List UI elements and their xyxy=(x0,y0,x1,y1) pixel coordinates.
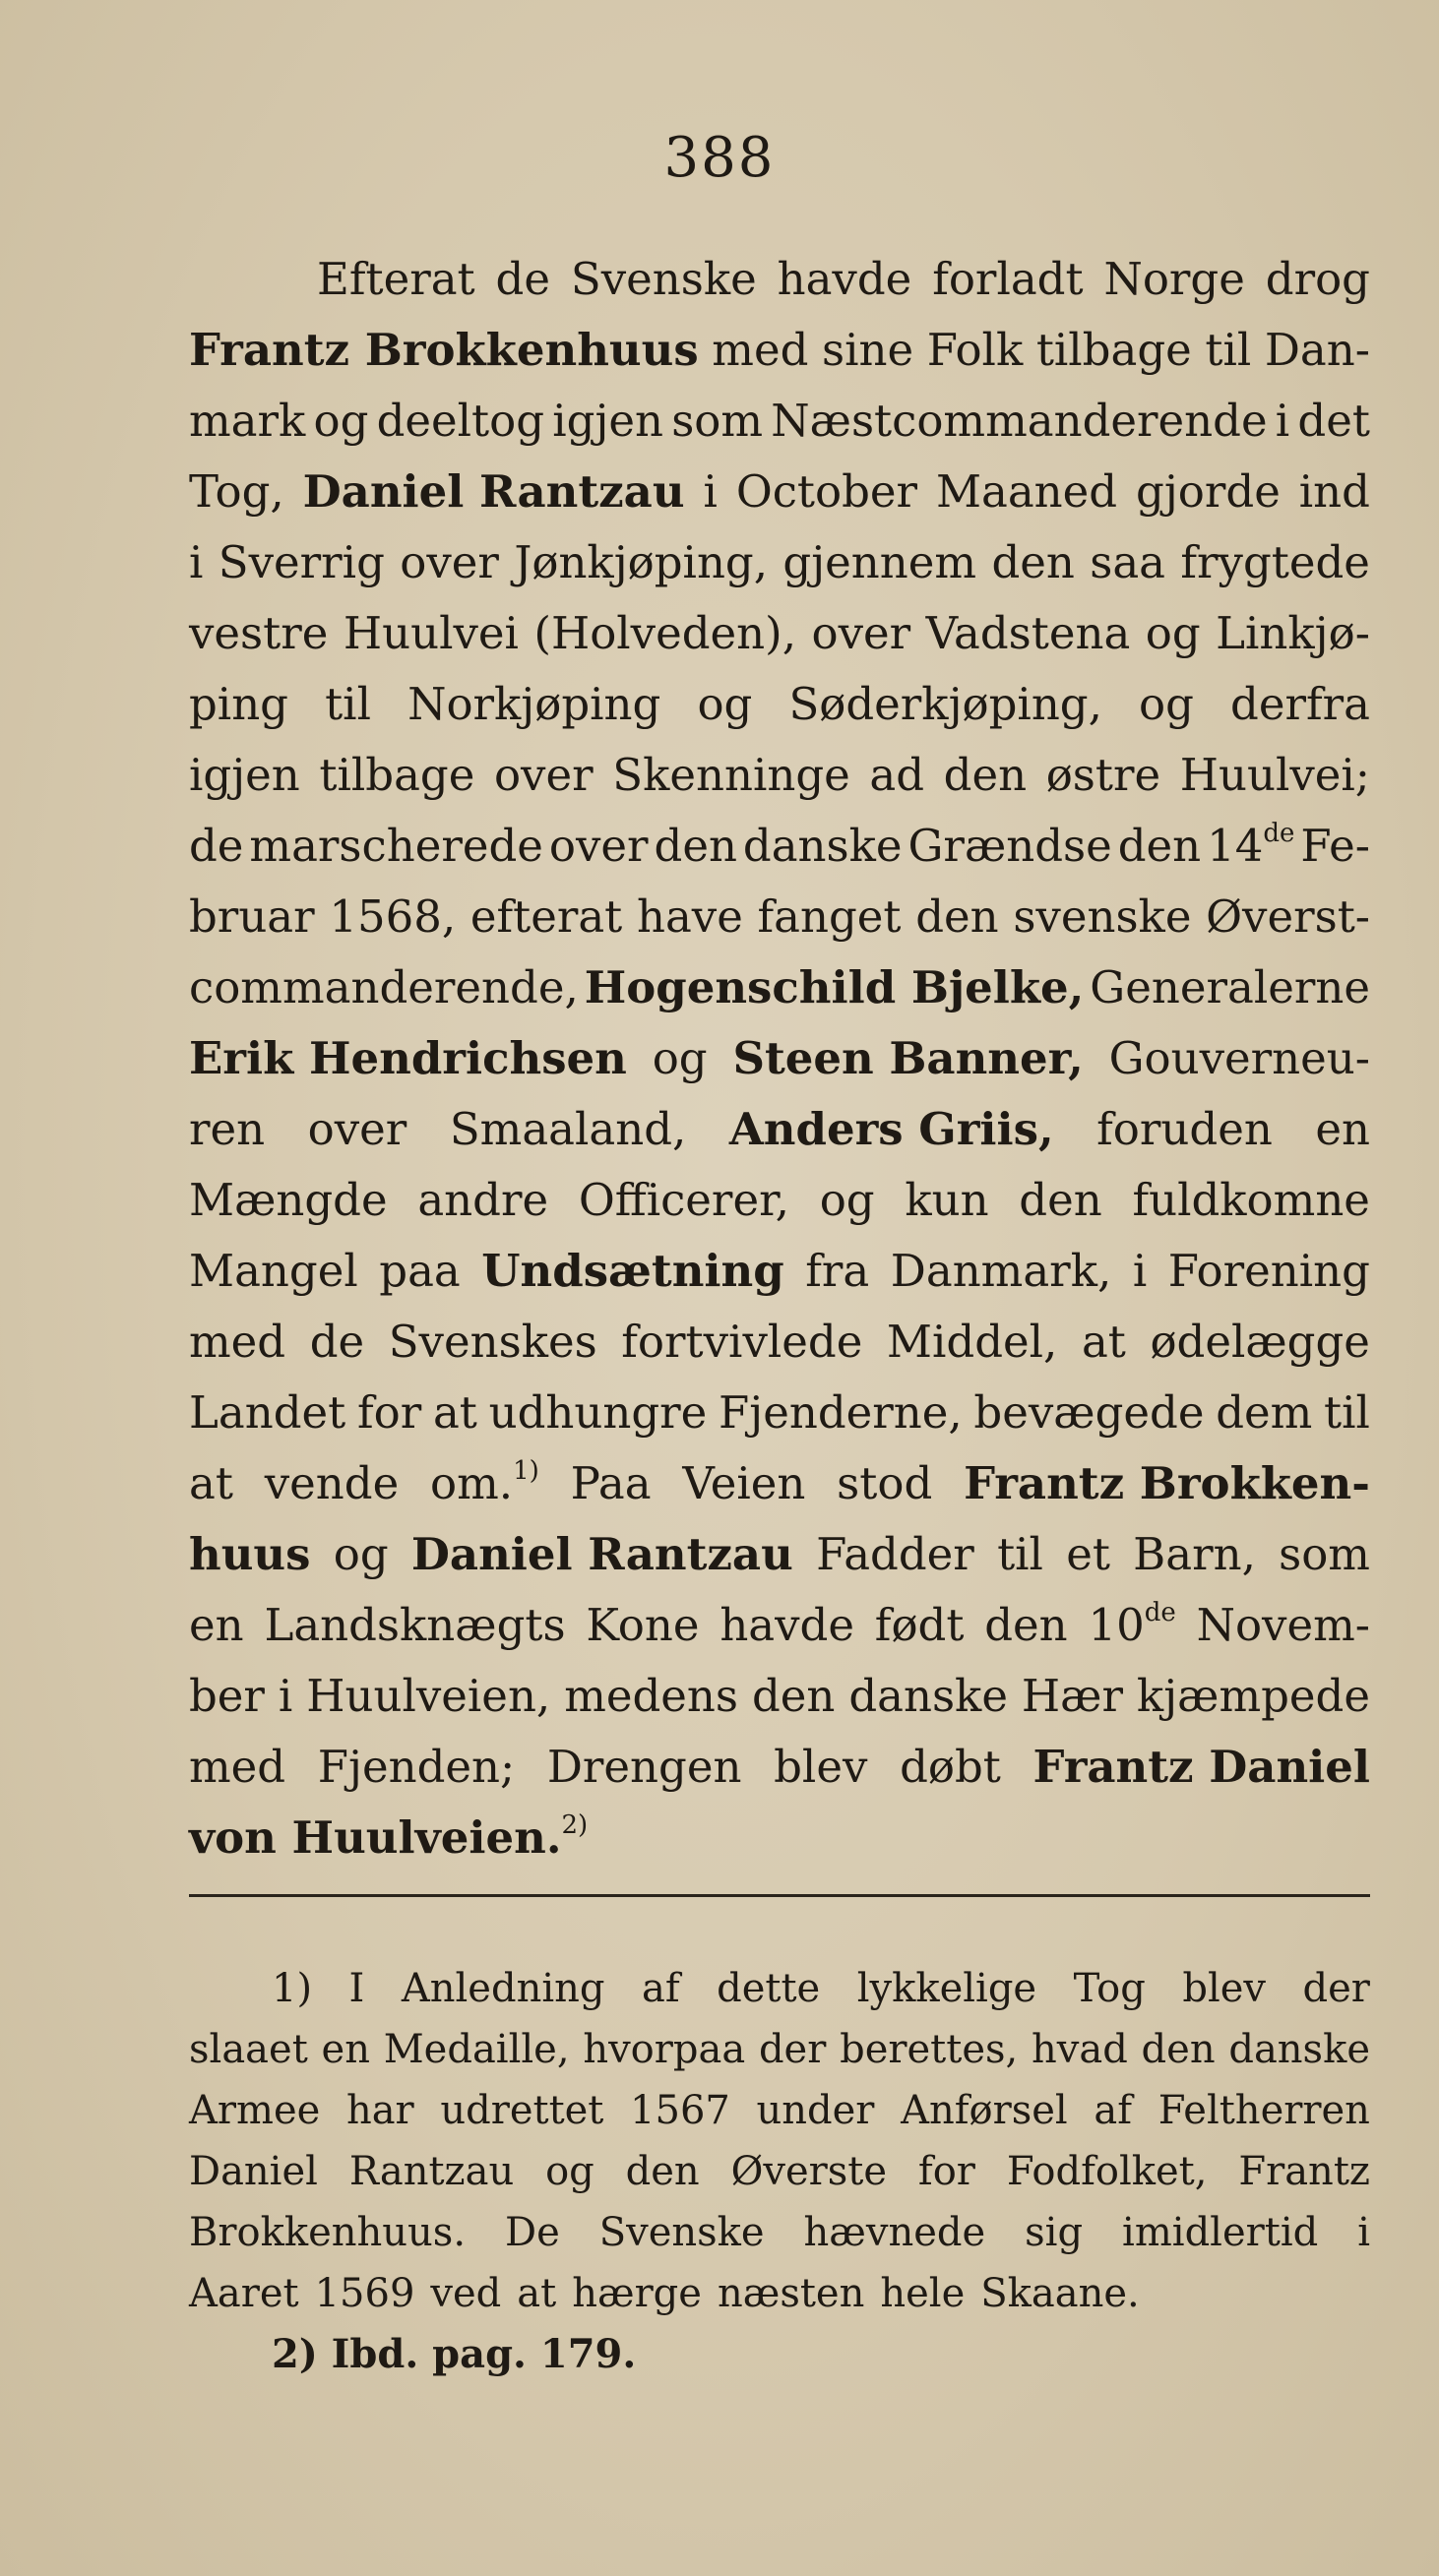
footnote-marker-1: 1) xyxy=(272,1966,313,2011)
word: kjæmpede xyxy=(1136,1670,1370,1722)
word: de xyxy=(495,253,550,305)
word: andre xyxy=(417,1174,549,1226)
word: og xyxy=(819,1174,875,1226)
word: danske xyxy=(742,820,903,872)
text-line xyxy=(189,1023,1370,1094)
text-line xyxy=(189,527,1370,598)
word: udhungre xyxy=(488,1386,708,1439)
footnote-line xyxy=(189,2019,1370,2080)
word: hærge xyxy=(572,2271,702,2316)
word: Mængde xyxy=(189,1174,388,1226)
word: Frantz xyxy=(1238,2149,1370,2194)
word: gjorde xyxy=(1136,465,1281,518)
word: forladt xyxy=(932,253,1084,305)
word: den xyxy=(751,1670,836,1722)
word: tilbage xyxy=(1035,324,1192,376)
word: fra xyxy=(805,1245,870,1297)
word: Daniel xyxy=(189,2149,318,2194)
word: næsten xyxy=(717,2271,865,2316)
word: 1568, xyxy=(329,890,457,943)
word: Fodfolket, xyxy=(1006,2149,1208,2194)
text-line xyxy=(189,1803,1370,1873)
word: med xyxy=(189,1741,286,1793)
note-ref-group xyxy=(430,1448,539,1519)
word: og xyxy=(313,395,369,447)
footnote-ref-1[interactable]: 1) xyxy=(513,1456,539,1486)
word: Vadstena xyxy=(925,607,1131,659)
name-emphasis: Daniel Rantzau xyxy=(410,1528,793,1580)
word: October xyxy=(735,465,918,518)
word: Efterat xyxy=(317,253,475,305)
word: i xyxy=(1357,2210,1370,2255)
name-emphasis: Hogenschild Bjelke, xyxy=(584,961,1085,1013)
word: saa xyxy=(1090,536,1165,588)
word: Fe- xyxy=(1300,820,1370,872)
word: for xyxy=(356,1386,422,1439)
word: Tog xyxy=(1073,1966,1146,2011)
word: til xyxy=(997,1528,1043,1580)
word: efterat xyxy=(469,890,623,943)
ordinal-suffix: de xyxy=(1263,819,1295,848)
word: har xyxy=(345,2088,414,2133)
word: Skenninge xyxy=(612,749,850,801)
word: der xyxy=(758,2027,827,2072)
word: Paa xyxy=(570,1457,652,1509)
word: at xyxy=(517,2271,557,2316)
word: dette xyxy=(717,1966,821,2011)
word: Middel, xyxy=(886,1316,1058,1368)
word: og xyxy=(1145,607,1201,659)
ordinal-suffix: de xyxy=(1144,1598,1176,1627)
word: Officerer, xyxy=(578,1174,789,1226)
word: med xyxy=(189,1316,286,1368)
text-line xyxy=(189,244,1370,315)
word: Armee xyxy=(189,2088,321,2133)
word: Norge xyxy=(1103,253,1245,305)
text-line xyxy=(189,882,1370,952)
footnote-line xyxy=(189,2263,1370,2324)
main-text xyxy=(189,244,1370,1873)
word: De xyxy=(505,2210,560,2255)
word: drog xyxy=(1265,253,1370,305)
word: derfra xyxy=(1230,678,1370,730)
word: Huulvei xyxy=(343,607,519,659)
date-ordinal xyxy=(1088,1590,1175,1661)
word: tilbage xyxy=(319,749,475,801)
footnotes xyxy=(189,1958,1370,2385)
word: Veien xyxy=(682,1457,806,1509)
word: ping xyxy=(189,678,288,730)
word: Danmark, xyxy=(890,1245,1112,1297)
word: Landet xyxy=(189,1386,346,1439)
word: Skaane. xyxy=(980,2271,1140,2316)
word: og xyxy=(545,2149,594,2194)
word: fuldkomne xyxy=(1132,1174,1370,1226)
word: have xyxy=(636,890,743,943)
word: over xyxy=(548,820,649,872)
text-line xyxy=(189,315,1370,386)
word: Sverrig xyxy=(218,536,385,588)
word: og xyxy=(697,678,753,730)
word: bevægede xyxy=(973,1386,1205,1439)
word: det xyxy=(1297,395,1370,447)
word: Maaned xyxy=(935,465,1118,518)
word: havde xyxy=(777,253,912,305)
word: Næstcommanderende xyxy=(771,395,1268,447)
name-emphasis: Daniel Rantzau xyxy=(302,465,685,518)
word: igjen xyxy=(552,395,664,447)
word: marscherede xyxy=(249,820,543,872)
word: den xyxy=(943,749,1028,801)
word: Anførsel xyxy=(901,2088,1068,2133)
name-emphasis: Erik Hendrichsen xyxy=(189,1032,627,1084)
word: Aaret xyxy=(189,2271,299,2316)
word: den xyxy=(1117,820,1202,872)
word: Novem- xyxy=(1196,1599,1370,1651)
name-emphasis: Steen Banner, xyxy=(732,1032,1084,1084)
word: født xyxy=(874,1599,965,1651)
word: ødelægge xyxy=(1150,1316,1370,1368)
word: med xyxy=(712,324,809,376)
word: de xyxy=(309,1316,365,1368)
text-line xyxy=(189,1165,1370,1236)
word: Drengen xyxy=(546,1741,742,1793)
word: kun xyxy=(905,1174,989,1226)
date-number: 10 xyxy=(1088,1599,1145,1651)
word: og xyxy=(652,1032,708,1084)
word: Kone xyxy=(586,1599,700,1651)
word: Svenske xyxy=(570,253,757,305)
word: Grændse xyxy=(907,820,1112,872)
word: Brokkenhuus. xyxy=(189,2210,467,2255)
word: Gouverneu- xyxy=(1108,1032,1370,1084)
word: et xyxy=(1066,1528,1110,1580)
word: en xyxy=(189,1599,244,1651)
word: commanderende, xyxy=(189,961,579,1013)
word: i xyxy=(189,536,204,588)
word: en xyxy=(321,2027,370,2072)
word: svenske xyxy=(1013,890,1192,943)
word: i xyxy=(278,1670,293,1722)
word: ved xyxy=(430,2271,502,2316)
word: Norkjøping xyxy=(407,678,661,730)
note-ref-group xyxy=(189,1803,588,1873)
word: foruden xyxy=(1096,1103,1273,1155)
word: at xyxy=(1081,1316,1126,1368)
word: Huulvei; xyxy=(1179,749,1370,801)
word: ren xyxy=(189,1103,266,1155)
word: den xyxy=(915,890,999,943)
word: Fadder xyxy=(816,1528,974,1580)
word: Fjenderne, xyxy=(719,1386,963,1439)
word: til xyxy=(1324,1386,1370,1439)
word: hvorpaa xyxy=(583,2027,746,2072)
date-ordinal xyxy=(1207,811,1294,882)
word: Søderkjøping, xyxy=(788,678,1102,730)
word: de xyxy=(189,820,244,872)
word: fanget xyxy=(757,890,902,943)
word: Feltherren xyxy=(1157,2088,1370,2133)
word: af xyxy=(641,1966,680,2011)
word: Øverst- xyxy=(1206,890,1370,943)
word: for xyxy=(917,2149,975,2194)
word: lykkelige xyxy=(856,1966,1037,2011)
footnote-line xyxy=(189,1958,1370,2019)
word: over xyxy=(400,536,499,588)
word: Generalerne xyxy=(1090,961,1370,1013)
word: Linkjø- xyxy=(1216,607,1370,659)
name-emphasis: huus xyxy=(189,1528,311,1580)
word: deeltog xyxy=(376,395,545,447)
word: om. xyxy=(430,1457,514,1509)
word: Tog, xyxy=(189,465,284,518)
word: medens xyxy=(564,1670,739,1722)
word: Folk xyxy=(926,324,1024,376)
word: 1567 xyxy=(630,2088,730,2133)
word: sine xyxy=(822,324,914,376)
word: over xyxy=(307,1103,407,1155)
text-line xyxy=(189,598,1370,669)
word: Hær xyxy=(1021,1670,1123,1722)
footnote-2: 2) Ibd. pag. 179. xyxy=(272,2331,637,2377)
word: slaaet xyxy=(189,2027,308,2072)
word: til xyxy=(1205,324,1252,376)
text-line xyxy=(189,1094,1370,1165)
text-line xyxy=(189,1236,1370,1307)
text-line xyxy=(189,1732,1370,1803)
word: østre xyxy=(1045,749,1161,801)
word: Jønkjøping, xyxy=(514,536,769,588)
word: igjen xyxy=(189,749,300,801)
word: Barn, xyxy=(1133,1528,1256,1580)
word: at xyxy=(432,1386,477,1439)
text-line xyxy=(189,811,1370,882)
text-line xyxy=(189,1448,1370,1519)
word: blev xyxy=(1182,1966,1267,2011)
footnote-line xyxy=(189,2202,1370,2263)
text-line xyxy=(189,669,1370,740)
text-line xyxy=(189,457,1370,527)
word: fortvivlede xyxy=(621,1316,863,1368)
word: dem xyxy=(1216,1386,1313,1439)
word: Svenske xyxy=(598,2210,765,2255)
footnote-line xyxy=(189,2324,1370,2385)
footnote-divider xyxy=(189,1894,1370,1897)
word: at xyxy=(189,1457,233,1509)
word: den xyxy=(654,820,737,872)
text-line xyxy=(189,1590,1370,1661)
name-emphasis: Frantz Daniel xyxy=(1032,1741,1370,1793)
word: (Holveden), xyxy=(533,607,797,659)
word: bruar xyxy=(189,890,315,943)
word: imidlertid xyxy=(1122,2210,1319,2255)
text-line xyxy=(189,1307,1370,1378)
word: mark xyxy=(189,395,306,447)
word: Fjenden; xyxy=(317,1741,516,1793)
word: ad xyxy=(869,749,925,801)
word: danske xyxy=(1228,2027,1370,2072)
word: døbt xyxy=(900,1741,1001,1793)
word: hvad xyxy=(1031,2027,1128,2072)
name-emphasis: Frantz Brokkenhuus xyxy=(189,324,699,376)
text-line xyxy=(189,952,1370,1023)
page-number: 388 xyxy=(663,126,776,190)
word: udrettet xyxy=(440,2088,604,2133)
word: den xyxy=(1141,2027,1216,2072)
text-line xyxy=(189,1519,1370,1590)
word: til xyxy=(325,678,371,730)
footnote-line xyxy=(189,2141,1370,2202)
text-line xyxy=(189,386,1370,457)
word: I xyxy=(348,1966,365,2011)
word: Rantzau xyxy=(348,2149,515,2194)
word: hævnede xyxy=(803,2210,986,2255)
word: sig xyxy=(1025,2210,1084,2255)
word: som xyxy=(671,395,764,447)
word: havde xyxy=(720,1599,854,1651)
word: gjennem xyxy=(782,536,977,588)
word: i xyxy=(703,465,718,518)
word: hele xyxy=(880,2271,966,2316)
word: Mangel xyxy=(189,1245,358,1297)
word: af xyxy=(1094,2088,1133,2133)
word: danske xyxy=(848,1670,1008,1722)
word: den xyxy=(984,1599,1068,1651)
word: i xyxy=(1275,395,1290,447)
word: Huulveien, xyxy=(306,1670,551,1722)
word: den xyxy=(991,536,1075,588)
word: Anledning xyxy=(401,1966,605,2011)
word: Dan- xyxy=(1264,324,1370,376)
text-line xyxy=(189,1378,1370,1448)
word: ber xyxy=(189,1670,265,1722)
word: over xyxy=(493,749,594,801)
word: over xyxy=(811,607,911,659)
word: i xyxy=(1132,1245,1148,1297)
word: Landsknægts xyxy=(264,1599,566,1651)
word: og xyxy=(1139,678,1194,730)
word: blev xyxy=(774,1741,868,1793)
word: som xyxy=(1279,1528,1370,1580)
date-number: 14 xyxy=(1207,820,1264,872)
word: 1569 xyxy=(314,2271,415,2316)
word: en xyxy=(1315,1103,1370,1155)
name-emphasis: Frantz Brokken- xyxy=(964,1457,1370,1509)
footnote-line xyxy=(189,2080,1370,2141)
word: Svenskes xyxy=(388,1316,597,1368)
word: den xyxy=(625,2149,700,2194)
word: der xyxy=(1302,1966,1370,2011)
word: Smaaland, xyxy=(449,1103,687,1155)
word: stod xyxy=(837,1457,933,1509)
word: berettes, xyxy=(840,2027,1019,2072)
text-line xyxy=(189,740,1370,811)
footnote-ref-2[interactable]: 2) xyxy=(561,1810,589,1840)
word: ind xyxy=(1298,465,1370,518)
word: paa xyxy=(379,1245,461,1297)
word: frygtede xyxy=(1180,536,1370,588)
word: under xyxy=(756,2088,875,2133)
word: vende xyxy=(264,1457,400,1509)
word: vestre xyxy=(189,607,329,659)
word: den xyxy=(1019,1174,1102,1226)
word: Forening xyxy=(1167,1245,1370,1297)
word-emphasis: Undsætning xyxy=(481,1245,784,1297)
name-emphasis: Anders Griis, xyxy=(728,1103,1054,1155)
word: Øverste xyxy=(730,2149,888,2194)
word: og xyxy=(333,1528,389,1580)
word: Medaille, xyxy=(383,2027,570,2072)
text-line xyxy=(189,1661,1370,1732)
name-emphasis: von Huulveien. xyxy=(189,1811,562,1864)
